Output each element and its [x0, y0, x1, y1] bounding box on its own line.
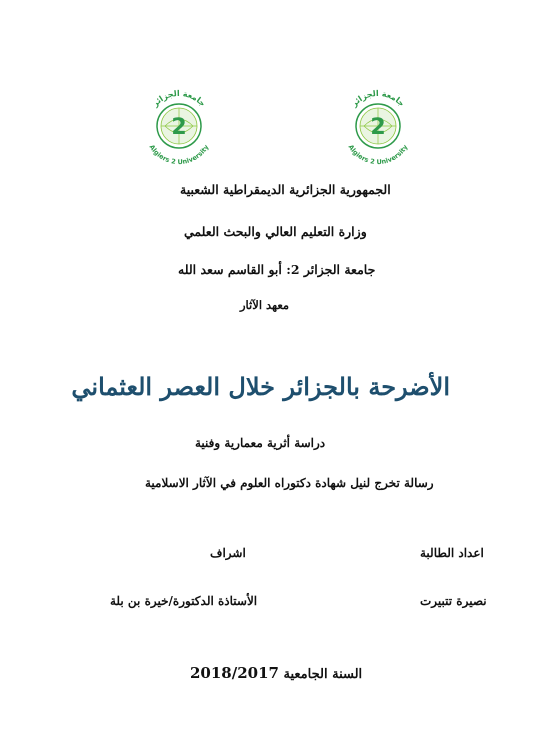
republic-name: الجمهورية الجزائرية الديمقراطية الشعبية [180, 182, 391, 197]
svg-text:Algiers 2 University [347, 143, 410, 166]
thesis-statement: رسالة تخرج لنيل شهادة دكتوراه العلوم في الآثار الاسلامية [145, 476, 434, 490]
logo-left-ring-text: Algiers 2 University [147, 143, 211, 167]
logo-right-ring-text: Algiers 2 University [346, 143, 410, 167]
svg-text:جامعة الجزائر [150, 89, 208, 109]
logo-left-center: 2 [171, 115, 187, 140]
university-logo-left [135, 82, 223, 170]
university-logo-right [334, 82, 422, 170]
student-name: نصيرة تتبيرت [420, 594, 487, 608]
svg-text:Algiers 2 University [148, 143, 211, 166]
prepared-by-label: اعداد الطالبة [420, 546, 484, 560]
logo-right-center: 2 [370, 115, 386, 140]
university-name: جامعة الجزائر 2: أبو القاسم سعد الله [178, 262, 376, 277]
academic-year-label: السنة الجامعية [283, 667, 363, 682]
ministry-name: وزارة التعليم العالي والبحث العلمي [184, 224, 367, 239]
thesis-title: الأضرحة بالجزائر خلال العصر العثماني [71, 372, 450, 401]
thesis-subtitle: دراسة أثرية معمارية وفنية [195, 436, 326, 450]
academic-year [190, 664, 362, 682]
academic-year-value: 2018/2017 [190, 664, 279, 682]
logo-left-arc-text: جامعة الجزائر [150, 88, 208, 109]
supervisor-name: الأستاذة الدكتورة/خيرة بن بلة [110, 594, 258, 608]
svg-text:جامعة الجزائر [349, 89, 407, 109]
institute-name: معهد الآثار [240, 298, 290, 312]
logo-right-arc-text: جامعة الجزائر [349, 88, 407, 109]
supervision-label: اشراف [210, 546, 246, 560]
